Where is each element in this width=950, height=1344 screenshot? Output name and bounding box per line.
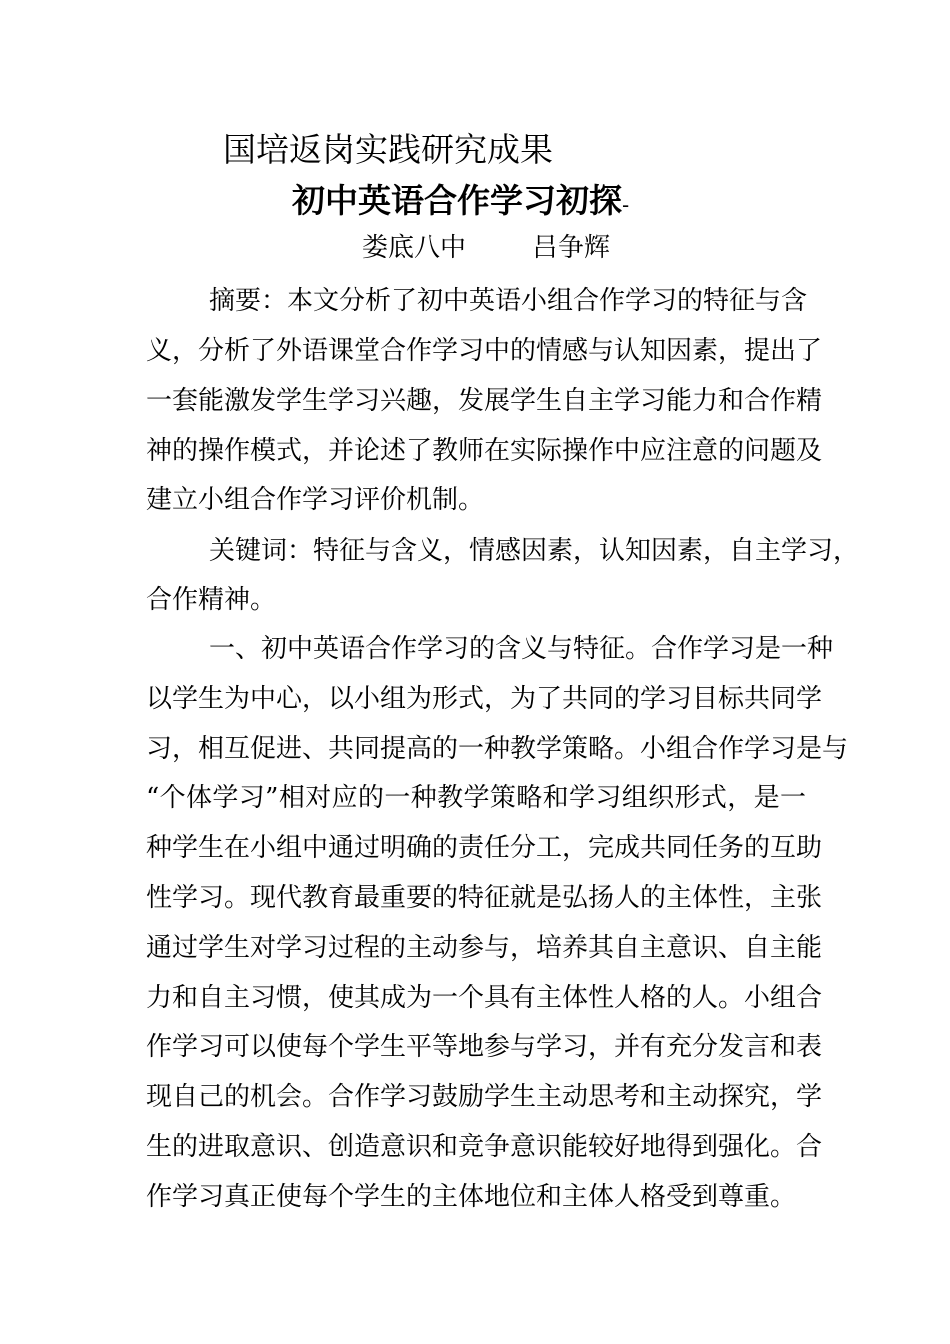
section1-line: 种学生在小组中通过明确的责任分工，完成共同任务的互助 bbox=[146, 833, 823, 863]
author-line bbox=[362, 232, 610, 264]
section1-line: 性学习。现代教育最重要的特征就是弘扬人的主体性，主张 bbox=[146, 883, 823, 913]
keywords-line: 关键词：特征与含义，情感因素，认知因素，自主学习， bbox=[209, 536, 860, 566]
section1-line: 通过学生对学习过程的主动参与，培养其自主意识、自主能 bbox=[146, 933, 823, 963]
document-title bbox=[292, 181, 629, 225]
section1-line: 作学习真正使每个学生的主体地位和主体人格受到尊重。 bbox=[146, 1182, 797, 1212]
section1-line: 生的进取意识、创造意识和竞争意识能较好地得到强化。合 bbox=[146, 1132, 823, 1162]
section1-line: 作学习可以使每个学生平等地参与学习，并有充分发言和表 bbox=[146, 1032, 823, 1062]
title-suffix: - bbox=[622, 193, 630, 217]
section1-line: 现自己的机会。合作学习鼓励学生主动思考和主动探究，学 bbox=[146, 1082, 823, 1112]
abstract-line: 神的操作模式，并论述了教师在实际操作中应注意的问题及 bbox=[146, 436, 823, 466]
abstract-line: 一套能激发学生学习兴趣，发展学生自主学习能力和合作精 bbox=[146, 386, 823, 416]
document-supertitle: 国培返岗实践研究成果 bbox=[223, 130, 553, 169]
title-text: 初中英语合作学习初探 bbox=[292, 181, 622, 220]
author-name: 吕争辉 bbox=[532, 233, 611, 263]
abstract-line: 摘要：本文分析了初中英语小组合作学习的特征与含 bbox=[209, 286, 808, 316]
section1-line: 习，相互促进、共同提高的一种教学策略。小组合作学习是与 bbox=[146, 734, 849, 764]
section1-line: 以学生为中心，以小组为形式，为了共同的学习目标共同学 bbox=[146, 684, 823, 714]
school-name: 娄底八中 bbox=[362, 233, 467, 263]
section1-line: 力和自主习惯，使其成为一个具有主体性人格的人。小组合 bbox=[146, 983, 823, 1013]
abstract-line: 义，分析了外语课堂合作学习中的情感与认知因素，提出了 bbox=[146, 336, 823, 366]
section1-line: 一、初中英语合作学习的含义与特征。合作学习是一种 bbox=[209, 634, 834, 664]
section1-line: “个体学习”相对应的一种教学策略和学习组织形式，是一 bbox=[146, 783, 806, 813]
abstract-line: 建立小组合作学习评价机制。 bbox=[146, 485, 485, 515]
keywords-line: 合作精神。 bbox=[146, 585, 277, 615]
